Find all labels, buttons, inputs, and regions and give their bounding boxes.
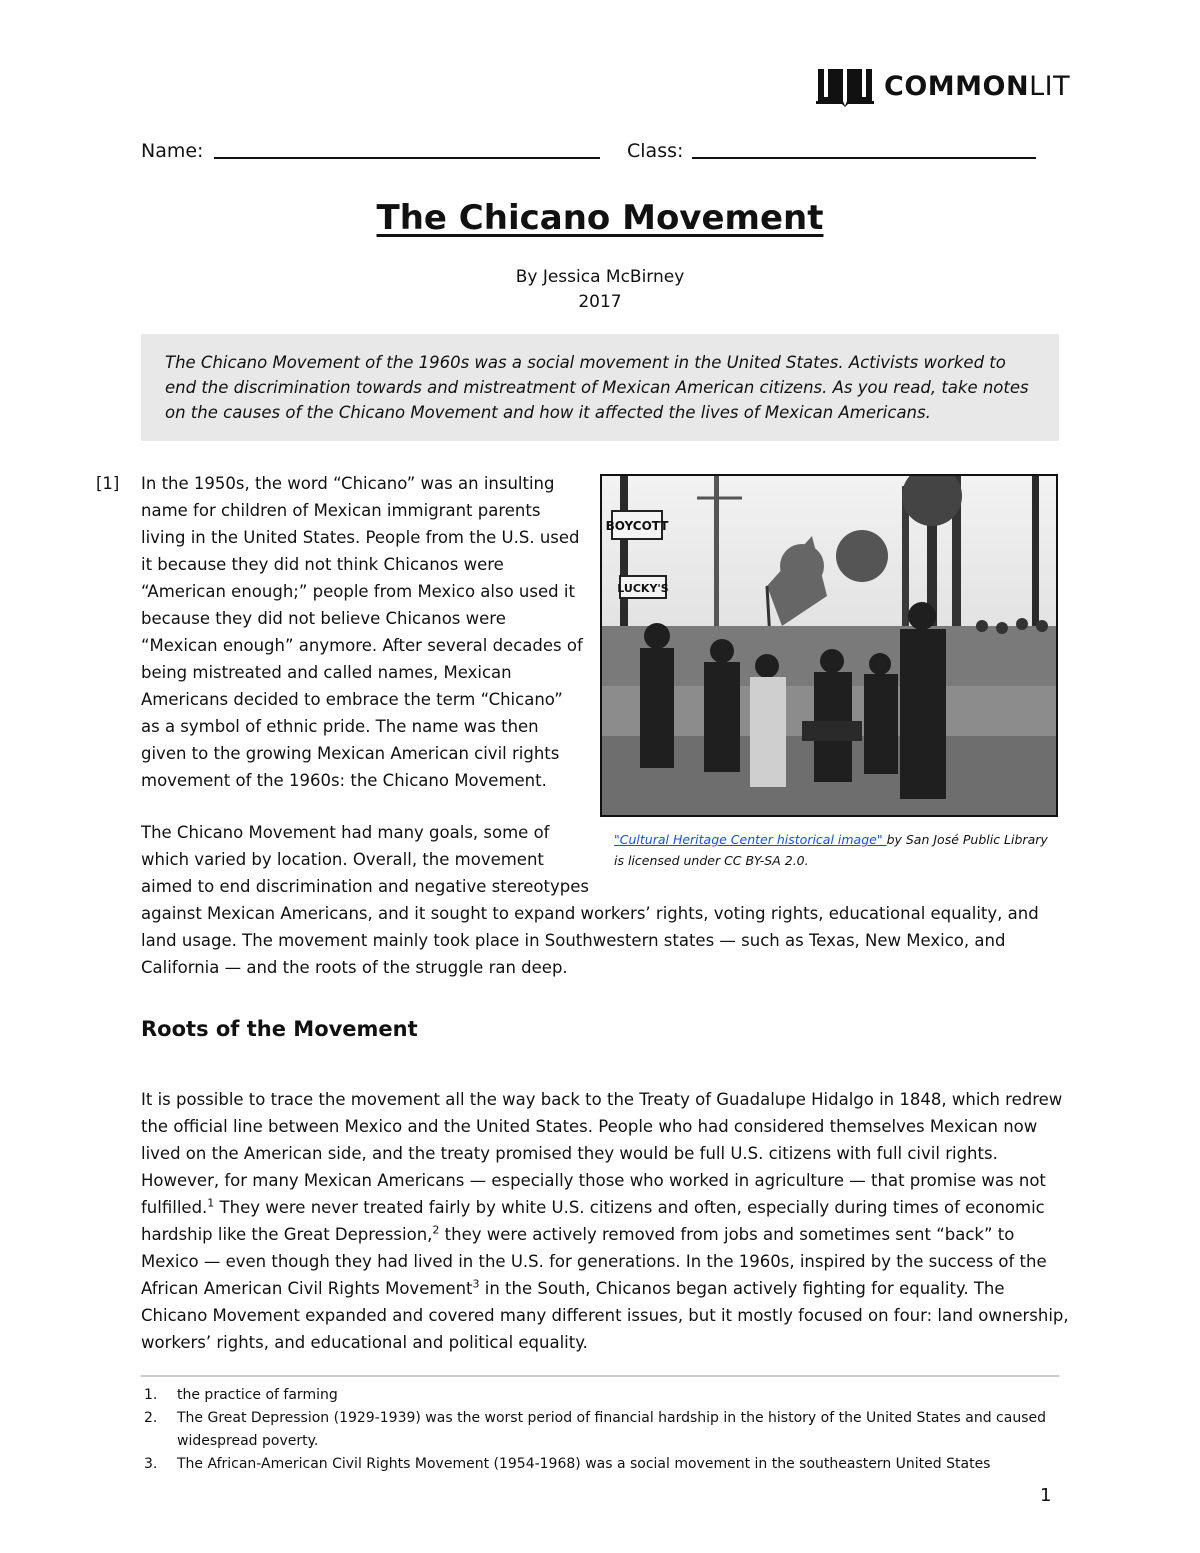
footnote-item: 3. The African-American Civil Rights Movement (1954-1968) was a social movement in the southeastern United States — [144, 1456, 991, 1472]
commonlit-logo — [816, 64, 1070, 108]
caption-credit: by San José Public Library is licensed under CC BY-SA 2.0. — [614, 832, 1048, 868]
footnotes — [141, 1384, 1071, 1476]
class-field[interactable] — [692, 157, 1036, 159]
year: 2017 — [578, 292, 622, 312]
protest-photo — [600, 474, 1058, 817]
page-number: 1 — [1040, 1485, 1052, 1506]
footnote-item: 2. The Great Depression (1929-1939) was the worst period of financial hardship in the history of the United States and caused widespread poverty. — [144, 1410, 1046, 1449]
class-label: Class: — [627, 140, 684, 162]
author: By Jessica McBirney — [515, 267, 685, 287]
paragraph-3: It is possible to trace the movement all the way back to the Treaty of Guadalupe Hidalgo in 1848, which redrew the official line between Mexico and the United States. People who had considered themselves Mexican now lived on the American side, and the treaty promised they would be full U.S. citizens with full civil rights. However, for many Mexican Americans — especially those who worked in agriculture — that promise was not fulfilled.$^1$ They were never treated fairly by white U.S. citizens and often, especially during times of economic hardship like the Great Depression,$^2$ they were actively removed from jobs and sometimes sent “back” to Mexico — even though they had lived in the U.S. for generations. In the 1960s, inspired by the success of the African American Civil Rights Movement$^3$ in the South, Chicanos began actively fighting for equality. The Chicano Movement expanded and covered many different issues, but it mostly focused on four: land ownership, workers’ rights, and educational and political equality. — [141, 1090, 1069, 1352]
footnote-divider — [141, 1375, 1059, 1377]
paragraph-2-start: The Chicano Movement had many goals, some of which varied by location. Overall, the movement aimed to end discrimination and negative stereotypes — [141, 823, 589, 896]
footnote-item: 1. the practice of farming — [144, 1387, 338, 1403]
intro-box: The Chicano Movement of the 1960s was a social movement in the United States. Activists worked to end the discrimination towards and mistreatment of Mexican American citizens. As you read, take notes on the causes of the Chicano Movement and how it affected the lives of Mexican Americans. — [141, 334, 1059, 441]
sign-text-boycott: BOYCOTT — [605, 519, 669, 533]
section-heading: Roots of the Movement — [141, 1017, 418, 1041]
open-book-icon — [816, 65, 874, 107]
name-field[interactable] — [214, 157, 600, 159]
paragraph-2-end: against Mexican Americans, and it sought to expand workers’ rights, voting rights, educational equality, and land usage. The movement mainly took place in Southwestern states — such as Texas, New Mexico, and California — and the roots of the struggle ran deep. — [141, 904, 1039, 977]
footnote-ref-3[interactable]: 3 — [472, 1277, 480, 1291]
sign-text-luckys: LUCKY'S — [617, 582, 669, 595]
byline — [0, 265, 1200, 315]
name-label: Name: — [141, 140, 204, 162]
footnote-ref-2[interactable]: 2 — [432, 1223, 440, 1237]
page-title: The Chicano Movement — [376, 198, 824, 238]
logo-wordmark: COMMONLIT — [884, 70, 1071, 102]
caption-link[interactable]: "Cultural Heritage Center historical image" — [614, 832, 887, 847]
paragraph-number: [1] — [96, 474, 120, 493]
paragraph-1: In the 1950s, the word “Chicano” was an insulting name for children of Mexican immigrant parents living in the United States. People from the U.S. used it because they did not think Chicanos were “American enough;” people from Mexico also used it because they did not believe Chicanos were “Mexican enough” anymore. After several decades of being mistreated and called names, Mexican Americans decided to embrace the term “Chicano” as a symbol of ethnic pride. The name was then given to the growing Mexican American civil rights movement of the 1960s: the Chicano Movement. — [141, 474, 583, 790]
photo-caption — [614, 829, 1054, 871]
footnote-ref-1[interactable]: 1 — [207, 1196, 215, 1210]
